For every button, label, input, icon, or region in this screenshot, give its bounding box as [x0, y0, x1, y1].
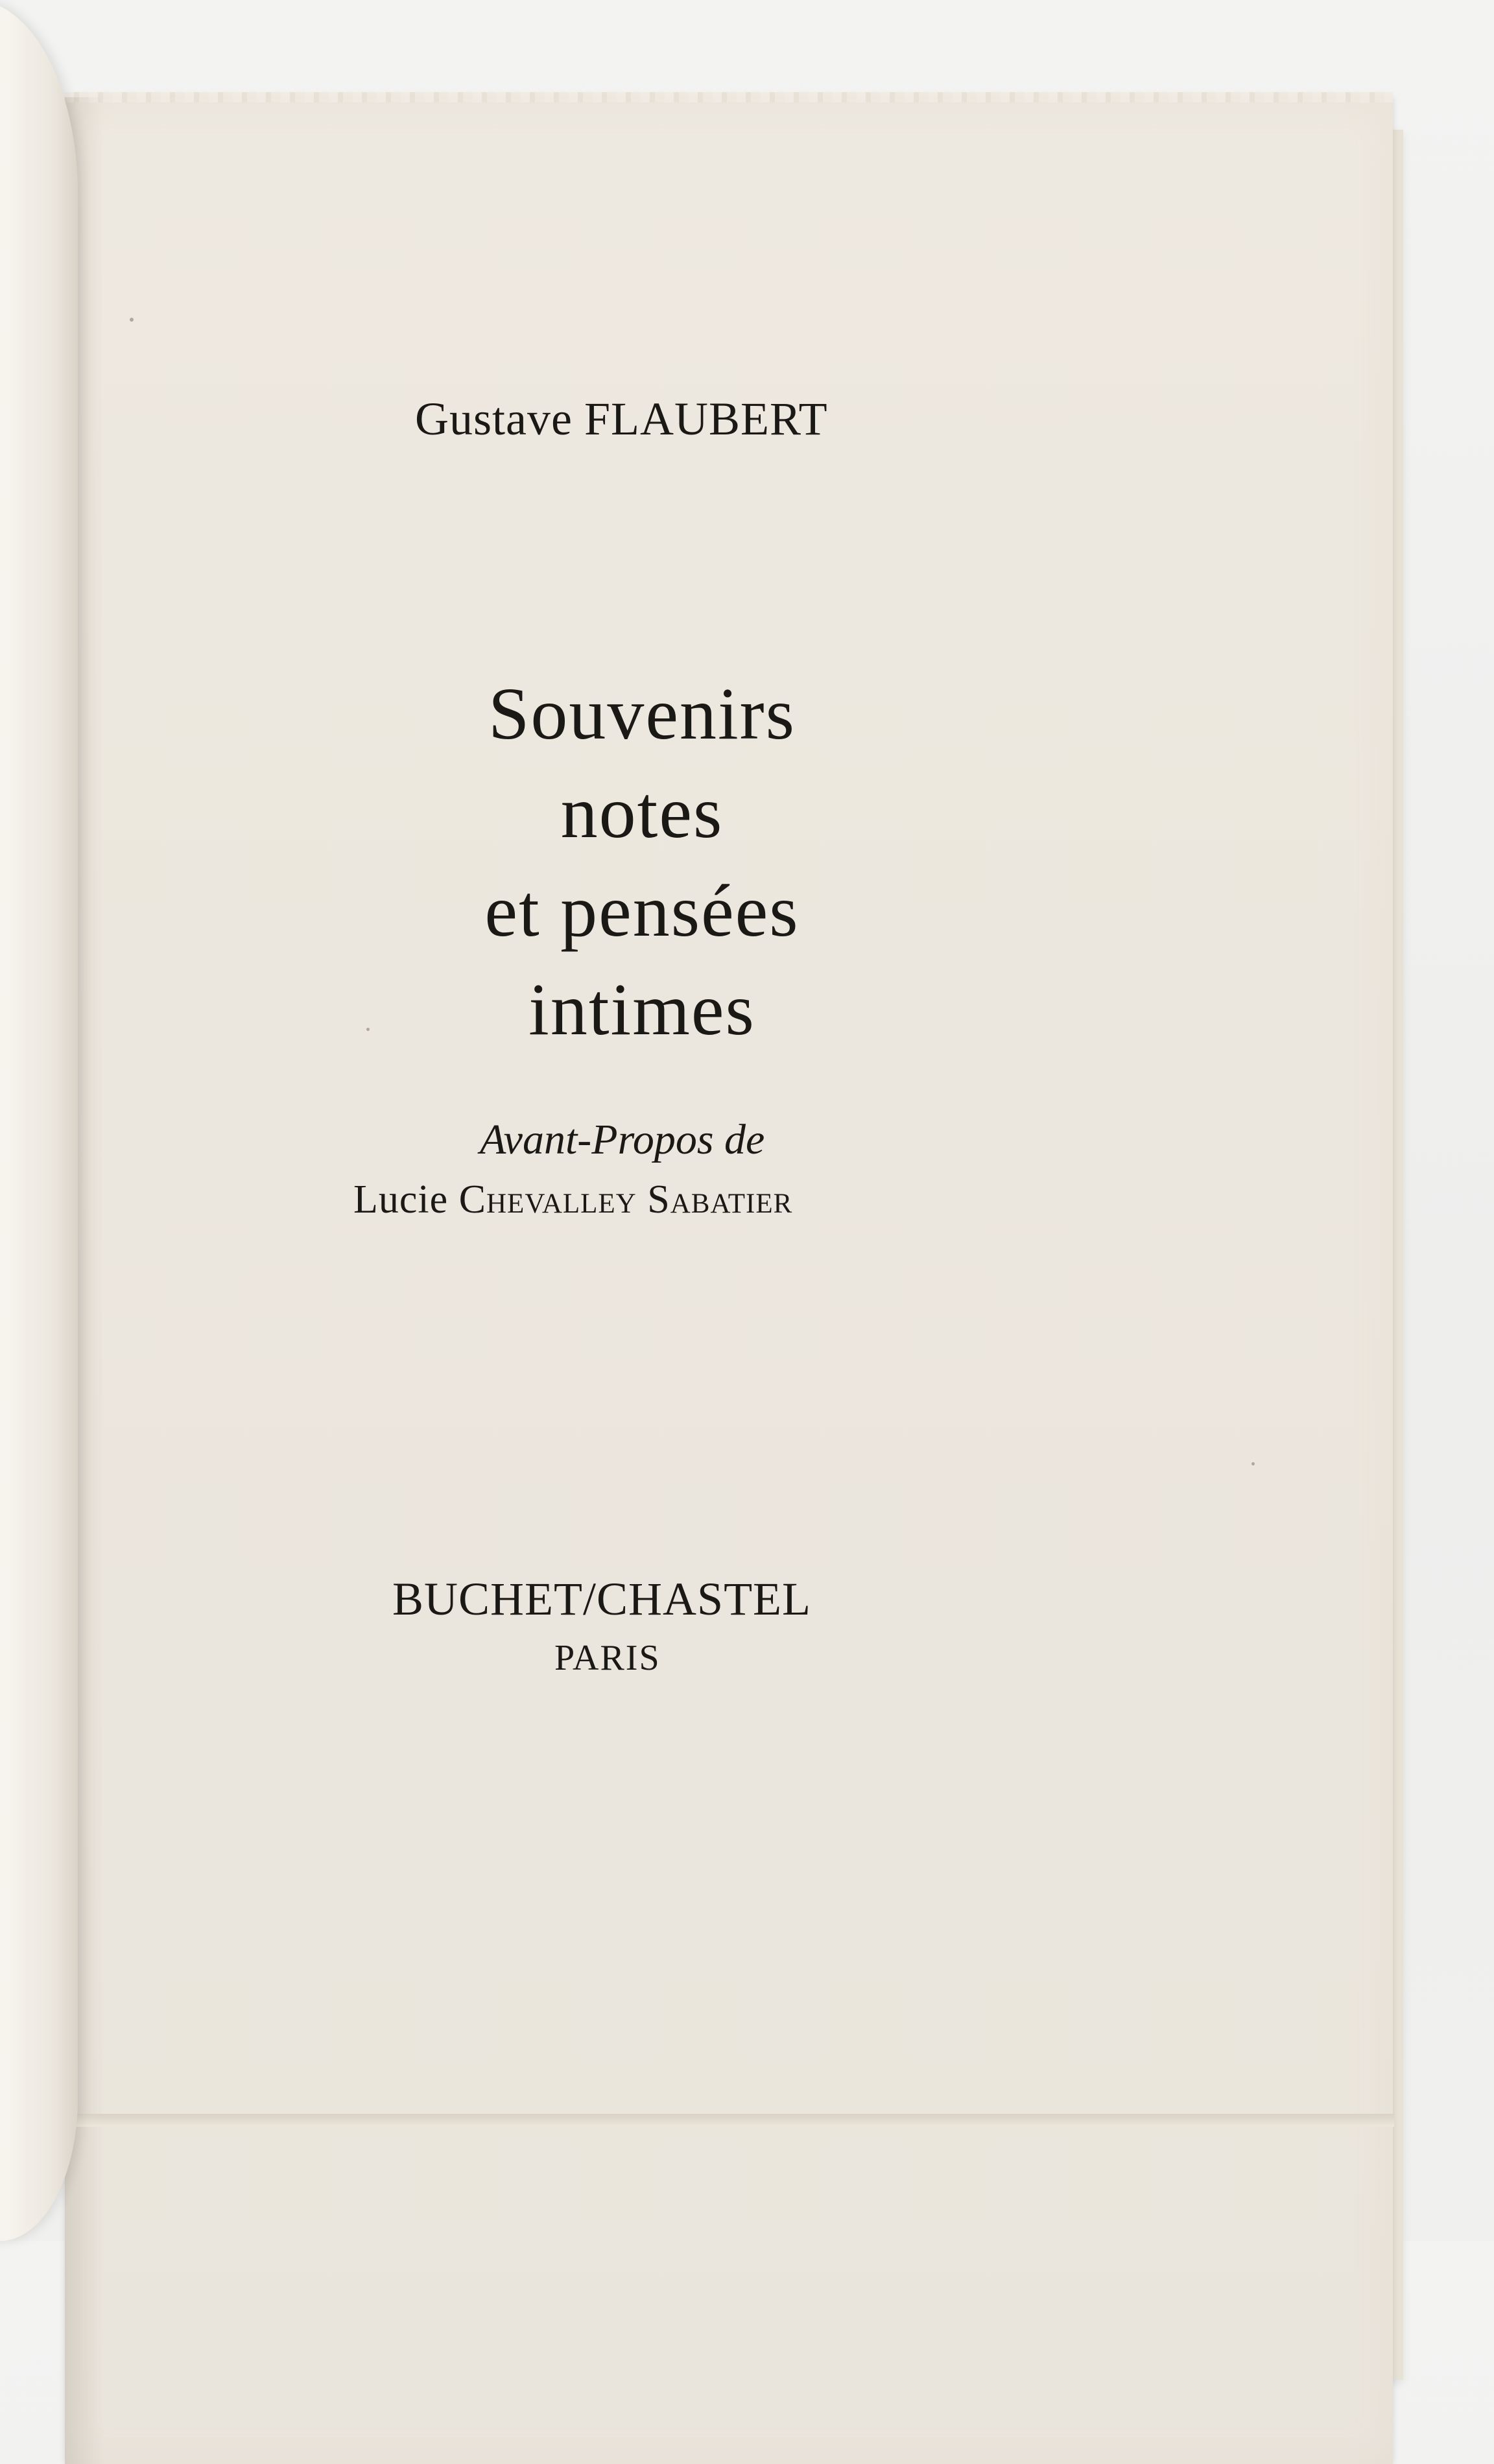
page-bottom-edge [65, 2114, 1394, 2127]
title-line-1: Souvenirs [488, 672, 796, 755]
title-line-4: intimes [528, 968, 755, 1050]
left-page-curl [0, 0, 78, 2241]
title-line-3: et pensées [484, 870, 800, 952]
author-last-name: FLAUBERT [584, 393, 828, 445]
publisher-city: PARIS [554, 1638, 661, 1678]
deckled-edge [65, 92, 1393, 102]
author-first-name: Gustave [415, 393, 573, 445]
paper-speck [366, 1028, 370, 1031]
author-name [415, 392, 828, 446]
title-line-2: notes [560, 771, 724, 853]
title-page [65, 97, 1393, 2464]
foreword-author-last: Chevalley Sabatier [458, 1178, 793, 1222]
publisher-name: BUCHET/CHASTEL [392, 1573, 812, 1625]
foreword-author [353, 1177, 792, 1223]
foreword-label: Avant-Propos de [480, 1116, 765, 1163]
foreword-author-first: Lucie [353, 1178, 449, 1222]
paper-speck [130, 318, 134, 322]
book-title [441, 665, 843, 1059]
paper-speck [1251, 1462, 1255, 1465]
